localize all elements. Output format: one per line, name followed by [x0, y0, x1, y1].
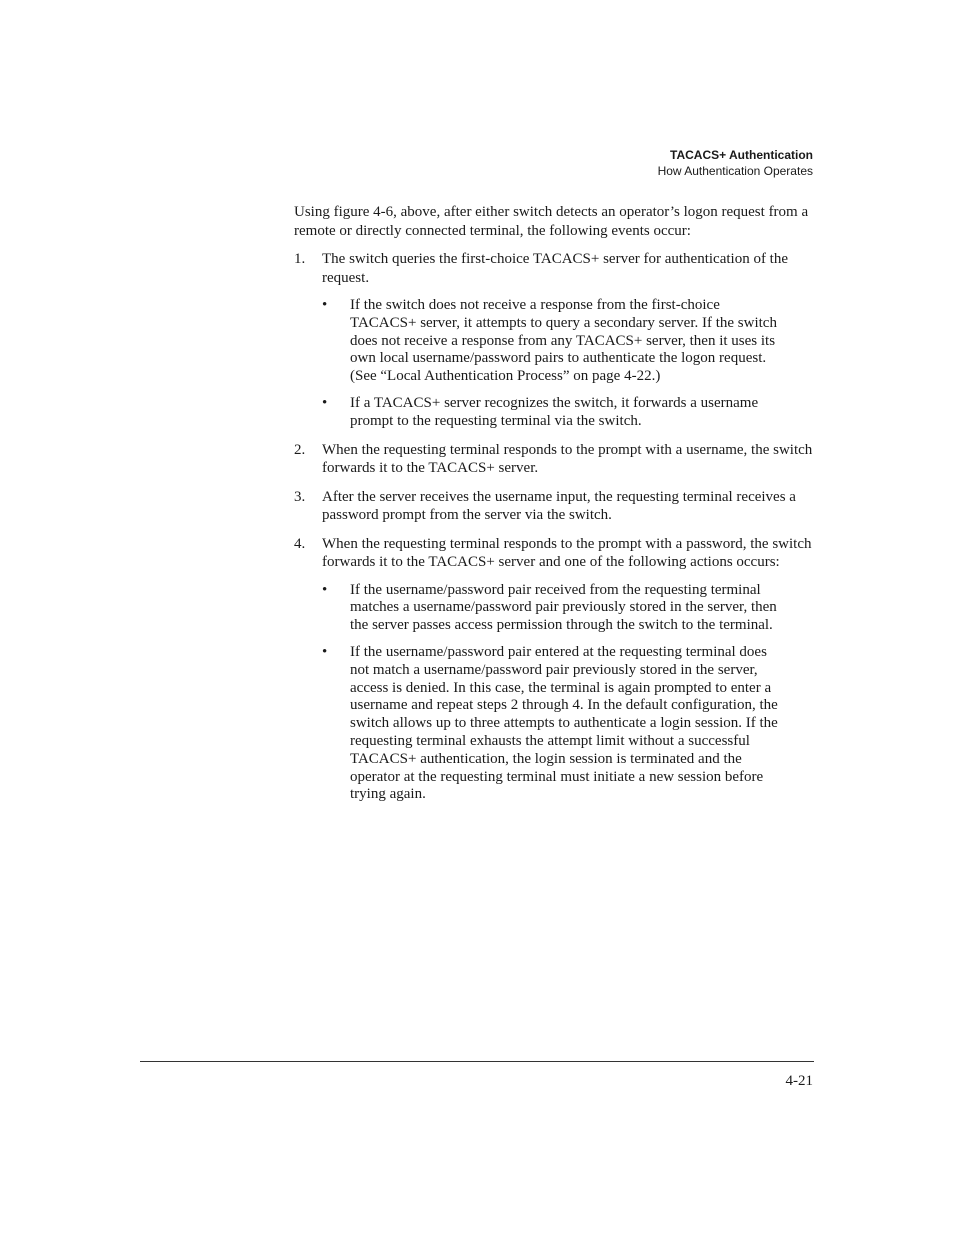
bullet-text: If the switch does not receive a response from the first-choice TACACS+ server, it attempts to query a secondary server. If the switch does not receive a response from any TACACS+ server, then it uses its own local username/password pairs to authenticate the logon request. (See “Local Authentication Process” on page 4-22.) — [350, 297, 777, 385]
footer-rule — [140, 1061, 814, 1062]
bullet-icon: • — [322, 643, 328, 660]
bullet-text: If a TACACS+ server recognizes the switch, it forwards a username prompt to the requesting terminal via the switch. — [350, 394, 759, 429]
step-text: When the requesting terminal responds to the prompt with a password, the switch forwards it to the TACACS+ server and one of the following actions occurs: — [322, 535, 812, 571]
step-content — [322, 441, 814, 478]
step-1 — [294, 250, 814, 431]
intro-paragraph: Using figure 4-6, above, after either switch detects an operator’s logon request from a remote or directly connected terminal, the following events occur: — [294, 204, 809, 239]
step-content — [322, 250, 814, 431]
bullet-icon: • — [322, 394, 328, 411]
step-4 — [294, 535, 814, 805]
step-2 — [294, 441, 814, 478]
body-text — [294, 203, 814, 814]
step-content — [322, 535, 814, 805]
step-number: 1. — [294, 251, 306, 267]
running-head — [658, 147, 813, 179]
step-number: 3. — [294, 488, 306, 505]
bullet-item — [322, 644, 814, 804]
step-number: 4. — [294, 535, 306, 552]
bullet-icon: • — [322, 581, 328, 598]
page-number: 4-21 — [785, 1073, 813, 1089]
bullet-list — [322, 297, 814, 431]
section-title: How Authentication Operates — [657, 164, 813, 178]
step-3 — [294, 488, 814, 525]
bullet-list — [322, 582, 814, 805]
step-content — [322, 488, 814, 525]
bullet-icon: • — [322, 297, 328, 313]
chapter-title: TACACS+ Authentication — [670, 148, 813, 162]
bullet-item — [322, 297, 814, 386]
bullet-item — [322, 395, 814, 431]
bullet-text: If the username/password pair entered at the requesting terminal does not match a username/password pair previously stored in the server, access is denied. In this case, the terminal is again prompted to enter a username and repeat steps 2 through 4. In the default configuration, the switch allows up to three attempts to authenticate a login session. If the requesting terminal exhausts the attempt limit without a successful TACACS+ authentication, the login session is terminated and the operator at the requesting terminal must initiate a new session before trying again. — [350, 643, 778, 803]
step-text: The switch queries the first-choice TACACS+ server for authentication of the request. — [322, 251, 789, 286]
bullet-item — [322, 582, 814, 635]
bullet-text: If the username/password pair received from the requesting terminal matches a username/password pair previously stored in the server, then the server passes access permission through the switch to the terminal. — [350, 581, 777, 634]
step-text: After the server receives the username input, the requesting terminal receives a password prompt from the server via the switch. — [322, 488, 796, 524]
step-number: 2. — [294, 441, 306, 458]
step-text: When the requesting terminal responds to the prompt with a username, the switch forwards it to the TACACS+ server. — [322, 441, 813, 477]
